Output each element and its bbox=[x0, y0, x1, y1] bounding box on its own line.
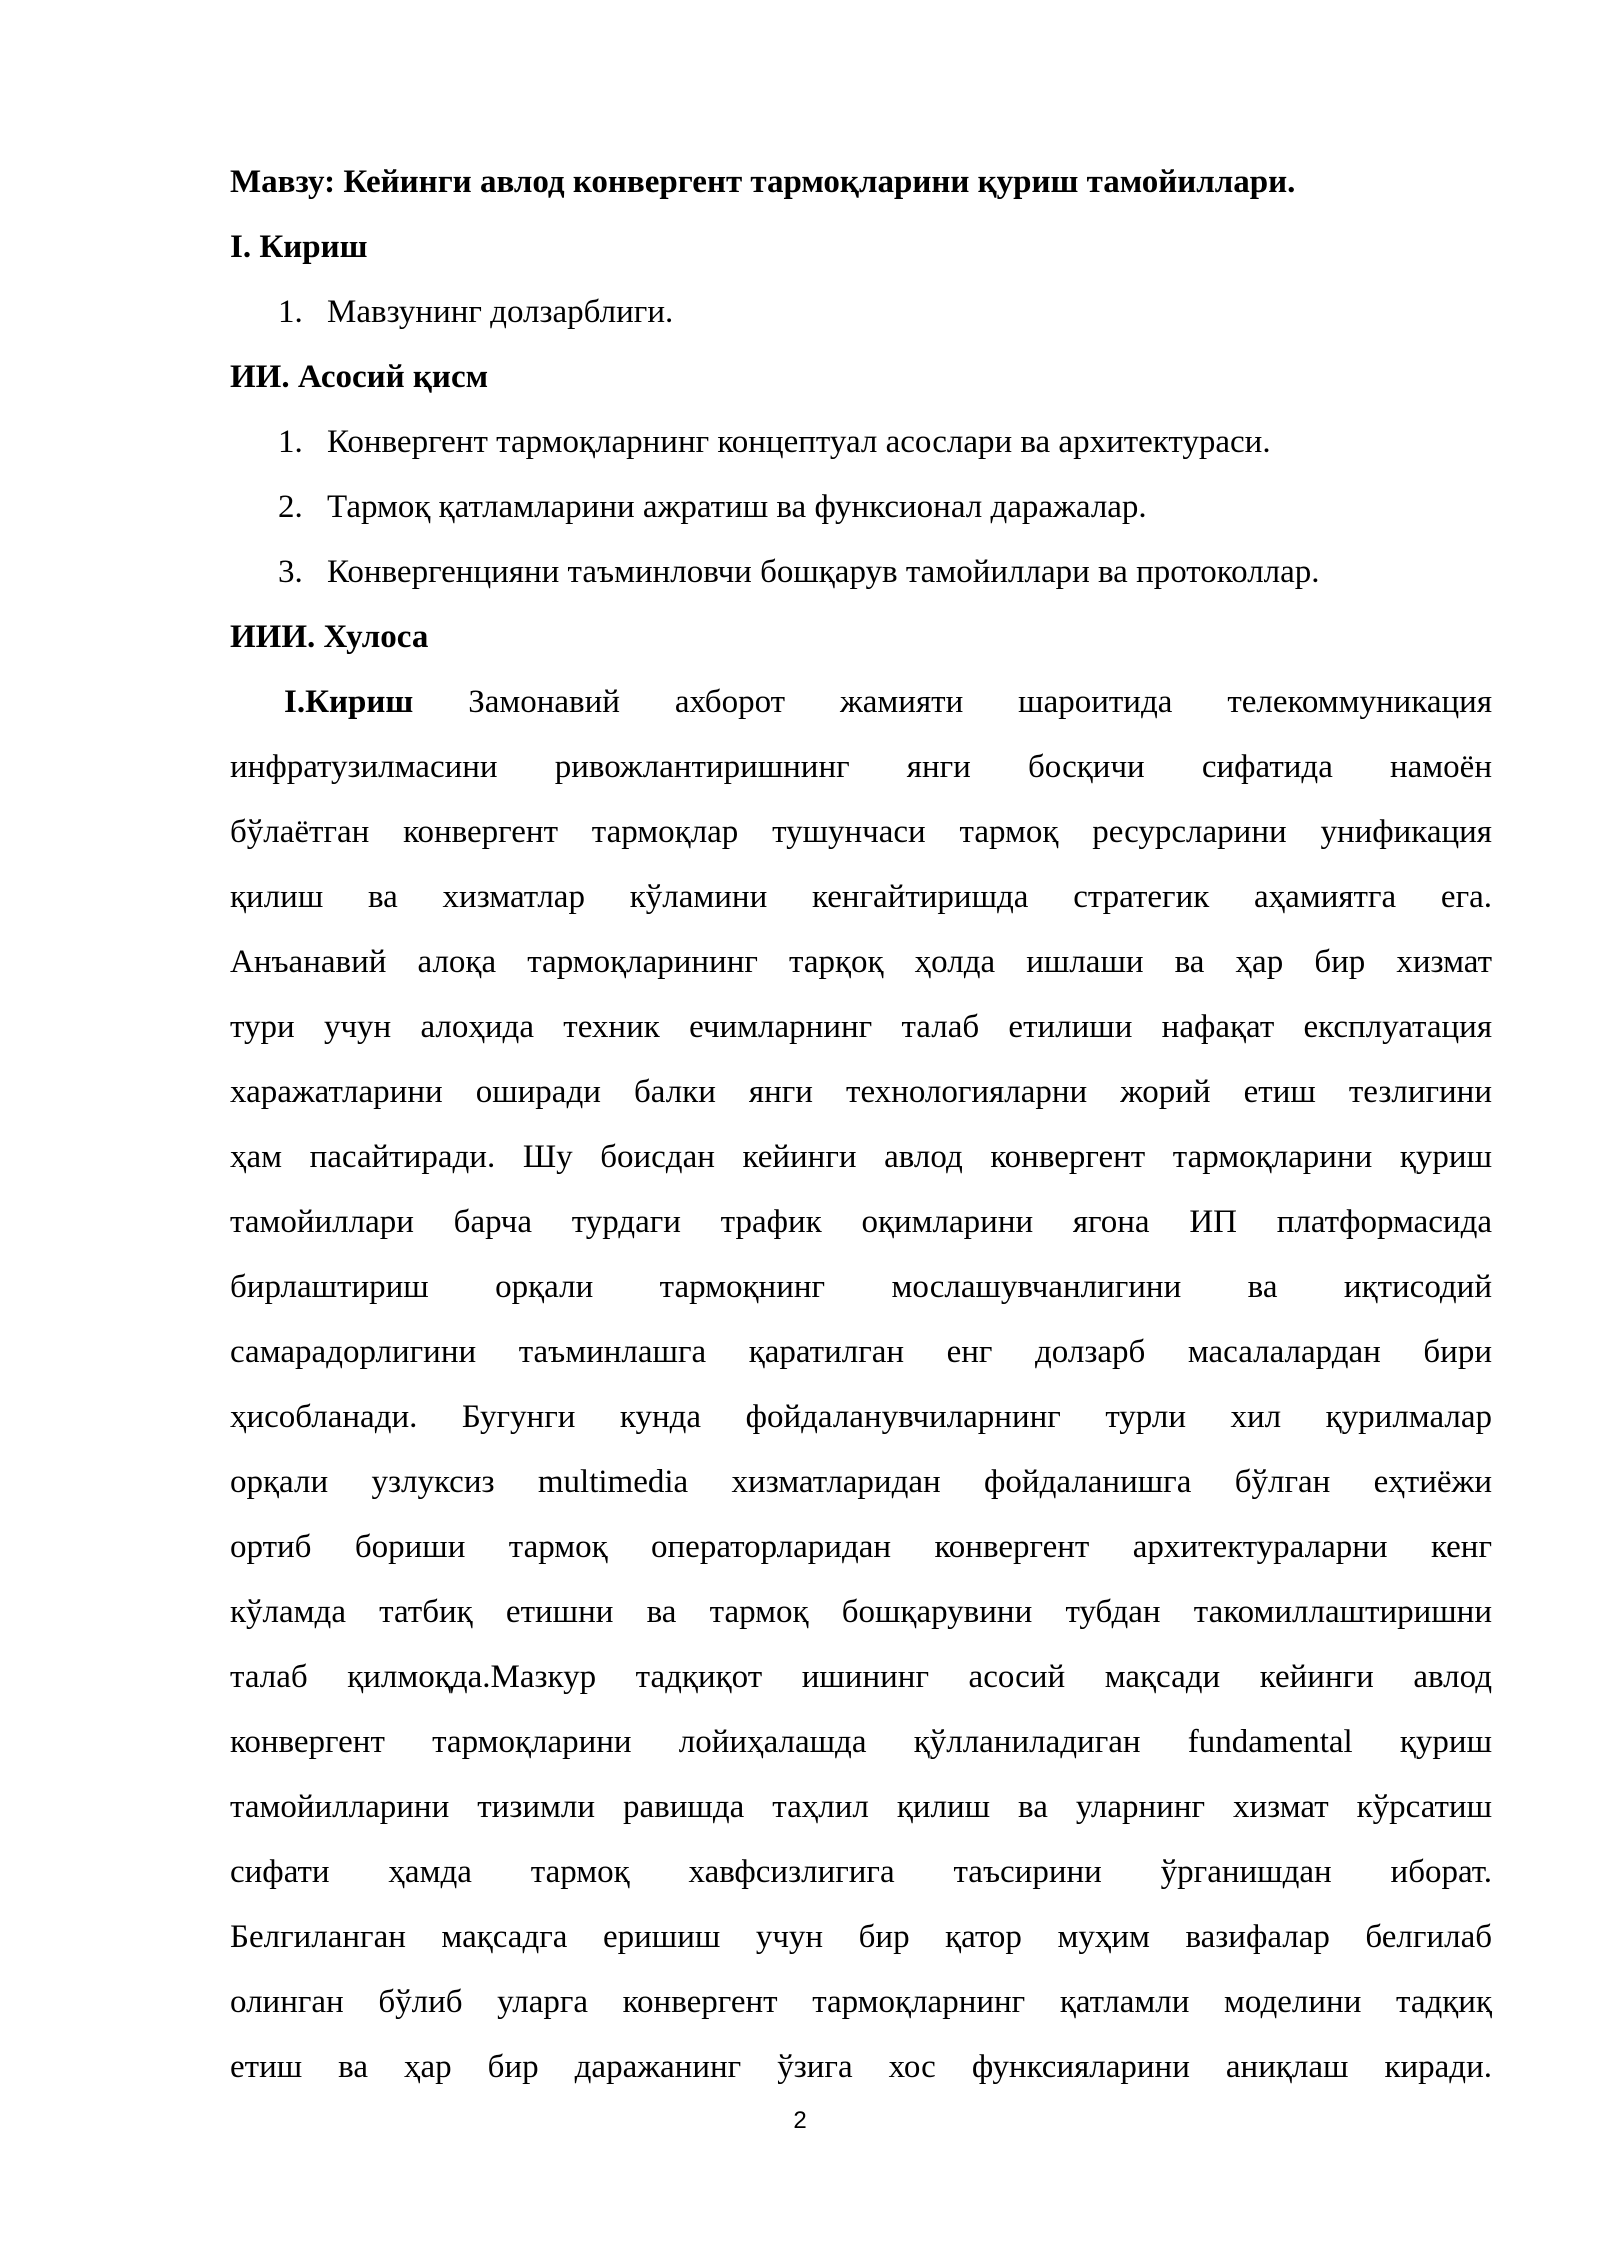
body-line: инфратузилмасини ривожлантиришнинг янги босқичи сифатида намоён bbox=[230, 749, 1492, 785]
main-part-list bbox=[230, 410, 1492, 605]
body-line: қилиш ва хизматлар кўламини кенгайтиришда стратегик аҳамиятга ега. bbox=[230, 879, 1492, 915]
body-line: ортиб бориши тармоқ операторларидан конвергент архитектураларни кенг bbox=[230, 1529, 1492, 1565]
body-line: тамойиллари барча турдаги трафик оқимларини ягона ИП платформасида bbox=[230, 1204, 1492, 1240]
body-line: Белгиланган мақсадга еришиш учун бир қатор муҳим вазифалар белгилаб bbox=[230, 1919, 1492, 1955]
section-heading-introduction: I. Кириш bbox=[230, 229, 368, 265]
body-lead: I.Кириш bbox=[284, 684, 414, 720]
body-line: сифати ҳамда тармоқ хавфсизлигига таъсирини ўрганишдан иборат. bbox=[230, 1854, 1492, 1890]
list-item: 2. Тармоқ қатламларини ажратиш ва функсионал даражалар. bbox=[278, 489, 1147, 525]
body-line: Анъанавий алоқа тармоқларининг тарқоқ ҳолда ишлаши ва ҳар бир хизмат bbox=[230, 944, 1492, 980]
body-line: орқали узлуксиз multimedia хизматларидан фойдаланишга бўлган еҳтиёжи bbox=[230, 1464, 1492, 1500]
body-line: тамойилларини тизимли равишда таҳлил қилиш ва уларнинг хизмат кўрсатиш bbox=[230, 1789, 1492, 1825]
body-line: ҳам пасайтиради. Шу боисдан кейинги авлод конвергент тармоқларини қуриш bbox=[230, 1139, 1492, 1175]
body-line: ҳисобланади. Бугунги кунда фойдаланувчиларнинг турли хил қурилмалар bbox=[230, 1399, 1492, 1435]
document-content bbox=[230, 150, 1492, 2100]
list-item: 1. Конвергент тармоқларнинг концептуал асослари ва архитектураси. bbox=[278, 424, 1271, 460]
section-heading-conclusion: ИИИ. Хулоса bbox=[230, 619, 429, 655]
body-line: кўламда татбиқ етишни ва тармоқ бошқарувини тубдан такомиллаштиришни bbox=[230, 1594, 1492, 1630]
page-number: 2 bbox=[793, 2107, 807, 2134]
list-item: 1. Мавзунинг долзарблиги. bbox=[278, 294, 674, 330]
section-heading-main-part: ИИ. Асосий қисм bbox=[230, 359, 489, 395]
body-line: бирлаштириш орқали тармоқнинг мослашувчанлигини ва иқтисодий bbox=[230, 1269, 1492, 1305]
body-line: самарадорлигини таъминлашга қаратилган енг долзарб масалалардан бири bbox=[230, 1334, 1492, 1370]
body-line: тури учун алоҳида техник ечимларнинг талаб етилиши нафақат експлуатация bbox=[230, 1009, 1492, 1045]
body-paragraph bbox=[230, 670, 1492, 2100]
introduction-list bbox=[230, 280, 1492, 345]
body-line: конвергент тармоқларини лойиҳалашда қўлланиладиган fundamental қуриш bbox=[230, 1724, 1492, 1760]
body-line: талаб қилмоқда.Мазкур тадқиқот ишининг асосий мақсади кейинги авлод bbox=[230, 1659, 1492, 1695]
topic-title: Мавзу: Кейинги авлод конвергент тармоқларини қуриш тамойиллари. bbox=[230, 164, 1296, 200]
body-line: олинган бўлиб уларга конвергент тармоқларнинг қатламли моделини тадқиқ bbox=[230, 1984, 1492, 2020]
body-line: I.Кириш Замонавий ахборот жамияти шароитида телекоммуникация bbox=[284, 684, 1492, 720]
body-line: бўлаётган конвергент тармоқлар тушунчаси тармоқ ресурсларини унификация bbox=[230, 814, 1492, 850]
body-line: етиш ва ҳар бир даражанинг ўзига хос функсияларини аниқлаш киради. bbox=[230, 2049, 1492, 2085]
list-item: 3. Конвергенцияни таъминловчи бошқарув тамойиллари ва протоколлар. bbox=[278, 554, 1320, 590]
body-line: харажатларини оширади балки янги технологияларни жорий етиш тезлигини bbox=[230, 1074, 1492, 1110]
